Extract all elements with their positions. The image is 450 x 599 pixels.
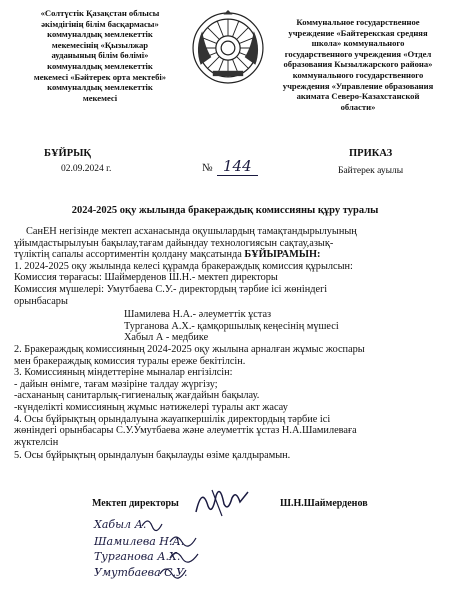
order-body: [14, 226, 439, 462]
body-line: 1. 2024-2025 оқу жылында келесі құрамда бракераждық комиссия құрылсын:: [14, 260, 353, 272]
header-left-line: коммуналдық мемлекеттік: [47, 29, 153, 40]
header-left-line: коммуналдық мемлекеттік: [47, 60, 153, 71]
handwritten-ack: Умутбаева С.У.: [94, 566, 188, 579]
header-left-line: әкімдігінің білім басқармасы»: [41, 18, 159, 29]
body-line: - дайын өнімге, тағам мәзіріне талдау жүргізу;: [14, 378, 218, 390]
header-left-line: мекемесі «Бәйтерек орта мектебі»: [33, 71, 167, 82]
body-line: 4. Осы бұйрықтың орындалуына жауапкершілік директордың тәрбие ісі: [14, 413, 331, 425]
body-line: Комиссия төрағасы: Шаймерденов Ш.Н.- мектеп директоры: [14, 272, 278, 284]
state-emblem-icon: [190, 10, 266, 86]
header-left-line: мекемесі: [82, 92, 118, 103]
header-left-line: коммуналдық мемлекеттік: [47, 82, 153, 93]
body-line: 5. Осы бұйрықтың орындалуын бақылауды өзіме қалдырамын.: [14, 450, 291, 462]
body-line: -асхананың санитарлық-гигиеналық жағдайын бақылау.: [14, 390, 260, 402]
header-left-kz: [20, 8, 180, 103]
doc-type-kz: БҰЙРЫҚ: [44, 148, 92, 159]
body-line: 3. Комиссияның міндеттеріне мыналар енгізілсін:: [14, 367, 233, 379]
header-right-line: государственного учреждения «Отдел: [284, 48, 432, 59]
order-date: 02.09.2024 г.: [61, 164, 112, 174]
order-number-handwritten: 144: [217, 157, 258, 176]
doc-type-ru: ПРИКАЗ: [349, 148, 393, 159]
header-right-line: учреждения «Управление образования: [282, 80, 434, 91]
body-emphasis: БҰЙЫРАМЫН:: [244, 249, 321, 261]
member-line: Хабыл А - медбике: [124, 332, 209, 344]
header-right-line: учреждение «Байтерекская средняя: [288, 27, 428, 38]
handwritten-ack: Хабыл А.: [94, 518, 147, 531]
handwritten-ack: Турганова А.Х.: [94, 550, 181, 563]
handwritten-signatures-icon: [140, 516, 200, 588]
signature-role: Мектеп директоры: [92, 498, 179, 509]
header-right-line: образования Кызылжарского района»: [283, 59, 433, 70]
body-text: түліктің сапалы ассортиментін қолдану мақсатында: [14, 249, 245, 261]
header-right-line: Коммунальное государственное: [296, 17, 420, 27]
header-left-line: мекемесінің «Қызылжар: [51, 39, 149, 50]
header-left-line: «Солтүстік Қазақстан облысы: [40, 8, 160, 18]
body-line: мен бракераждық комиссия туралы ереже бекітілсін.: [14, 355, 246, 367]
director-signature-icon: [192, 482, 252, 520]
order-title: 2024-2025 оқу жылында бракераждық комиссияны құру туралы: [71, 205, 379, 216]
header-left-line: ауданының білім бөлімі»: [51, 50, 149, 61]
body-line: ұйымдастырылуын бақылау,тағам дайындау технологиясын сақтау,азық-: [14, 237, 334, 249]
order-number-label: №: [202, 162, 213, 174]
header-right-line: коммунального государственного: [292, 69, 424, 80]
handwritten-ack: Шамилева Н.А.: [94, 535, 185, 548]
member-line: Шамилева Н.А.- әлеуметтік ұстаз: [124, 309, 272, 321]
body-line: [14, 249, 439, 261]
signature-name: Ш.Н.Шаймерденов: [280, 498, 368, 509]
body-line: СанЕН негізінде мектеп асханасында оқушылардың тамақтандырылуының: [26, 226, 357, 237]
body-line: Комиссия мүшелері: Умутбаева С.У.- директордың тәрбие ісі жөніндегі: [14, 283, 328, 295]
body-line: жөніндегі орынбасары С.У.Умутбаева және әлеуметтік ұстаз Н.А.Шамилеваға: [14, 425, 357, 437]
header-right-line: акимата Северо-Казахстанской: [296, 91, 420, 102]
body-line: жүктелсін: [14, 436, 59, 448]
body-line: -күнделікті комиссияның жұмыс нәтижелері туралы акт жасау: [14, 401, 288, 413]
body-line: орынбасары: [14, 295, 68, 307]
member-line: Турганова А.Х.- қамқоршылық кеңесінің мүшесі: [124, 320, 339, 332]
body-line: 2. Бракераждық комиссияның 2024-2025 оқу жылына арналған жұмыс жоспары: [14, 343, 365, 355]
order-place: Байтерек ауылы: [338, 166, 404, 176]
header-right-ru: [270, 17, 446, 112]
header-right-line: области»: [340, 101, 376, 112]
header-right-line: школа» коммунального: [311, 38, 405, 49]
